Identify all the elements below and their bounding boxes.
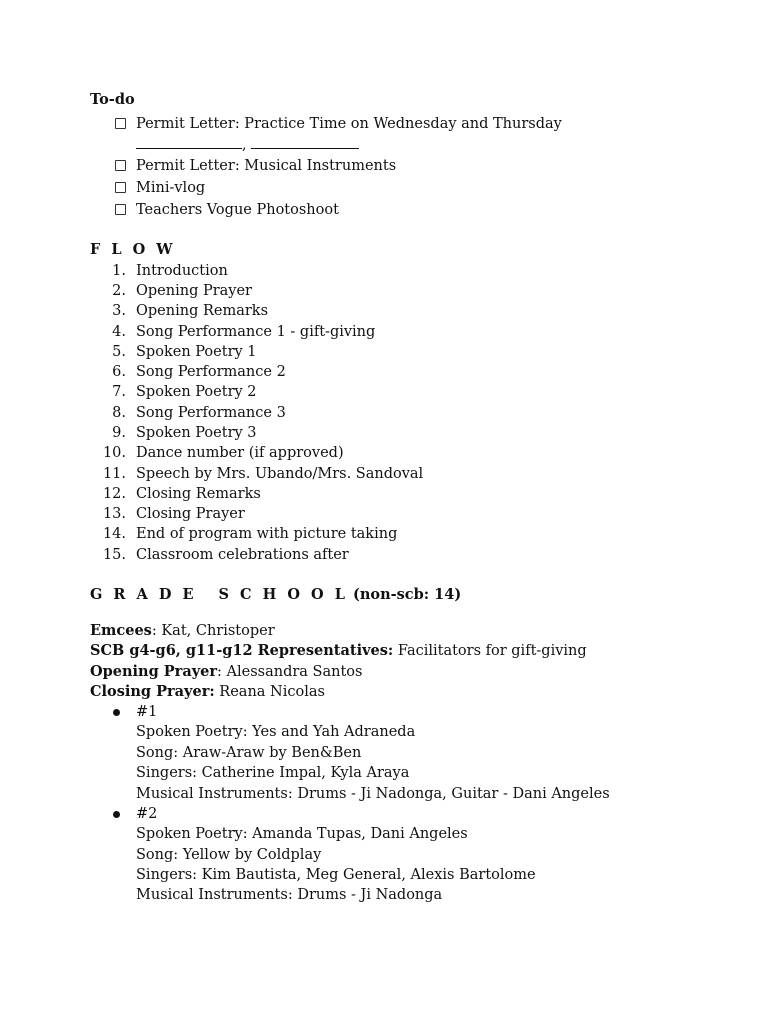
emcees-value: : Kat, Christoper [151,623,275,639]
list-number: 11. [102,466,126,482]
list-number: 7. [112,384,126,400]
flow-item: Opening Remarks [136,303,269,319]
emcees-line [90,621,275,641]
flow-item: Closing Prayer [136,506,245,522]
group-detail: Spoken Poetry: Amanda Tupas, Dani Angeles [136,826,468,842]
blank-field[interactable] [251,136,359,149]
todo-heading: To-do [90,91,135,108]
list-number: 14. [102,526,126,542]
opening-prayer-value: : Alessandra Santos [217,664,363,680]
group-detail: Singers: Kim Bautista, Meg General, Alexis Bartolome [136,867,536,883]
bullet-icon [113,709,120,716]
todo-item: Permit Letter: Practice Time on Wednesday and Thursday [136,116,562,132]
list-number: 6. [112,364,126,380]
flow-item: Song Performance 3 [136,405,286,421]
list-number: 2. [112,283,126,299]
list-number: 1. [112,263,126,279]
closing-prayer-label: Closing Prayer: [90,683,215,700]
group-detail: Singers: Catherine Impal, Kyla Araya [136,765,410,781]
group-heading: #2 [136,806,158,822]
representatives-label: SCB g4-g6, g11-g12 Representatives: [90,642,394,659]
list-number: 5. [112,344,126,360]
group-detail: Musical Instruments: Drums - Ji Nadonga, Guitar - Dani Angeles [136,786,610,802]
group-detail: Spoken Poetry: Yes and Yah Adraneda [136,724,416,740]
list-number: 12. [102,486,126,502]
representatives-value: Facilitators for gift-giving [393,643,587,659]
group-detail: Song: Yellow by Coldplay [136,847,322,863]
grade-school-heading [90,585,461,605]
bullet-icon [113,811,120,818]
todo-blank-line[interactable] [136,135,359,155]
checkbox-icon[interactable] [115,160,126,171]
todo-item: Mini-vlog [136,180,206,196]
heading-word: S C H O O L [218,586,348,603]
list-number: 4. [112,324,126,340]
heading-word: G R A D E [90,586,197,603]
checkbox-icon[interactable] [115,118,126,129]
flow-item: Spoken Poetry 2 [136,384,257,400]
flow-item: Spoken Poetry 1 [136,344,257,360]
emcees-label: Emcees [90,622,152,639]
list-number: 9. [112,425,126,441]
flow-item: Introduction [136,263,228,279]
closing-prayer-value: Reana Nicolas [214,684,325,700]
group-detail: Song: Araw-Araw by Ben&Ben [136,745,362,761]
checkbox-icon[interactable] [115,182,126,193]
flow-item: Closing Remarks [136,486,261,502]
closing-prayer-line [90,682,325,702]
opening-prayer-label: Opening Prayer [90,663,218,680]
todo-item: Permit Letter: Musical Instruments [136,158,397,174]
blank-field[interactable] [136,136,242,149]
list-number: 13. [102,506,126,522]
list-number: 15. [102,547,126,563]
todo-item: Teachers Vogue Photoshoot [136,202,339,218]
list-number: 10. [102,445,126,461]
flow-item: Spoken Poetry 3 [136,425,257,441]
blank-separator: , [242,137,247,153]
flow-item: Speech by Mrs. Ubando/Mrs. Sandoval [136,466,424,482]
flow-item: Song Performance 2 [136,364,286,380]
group-detail: Musical Instruments: Drums - Ji Nadonga [136,887,443,903]
list-number: 8. [112,405,126,421]
flow-item: Classroom celebrations after [136,547,349,563]
flow-item: Dance number (if approved) [136,445,344,461]
representatives-line [90,641,587,661]
flow-heading: F L O W [90,241,176,258]
opening-prayer-line [90,662,362,682]
list-number: 3. [112,303,126,319]
heading-suffix: (non-scb: 14) [353,586,462,603]
flow-item: End of program with picture taking [136,526,398,542]
flow-item: Opening Prayer [136,283,252,299]
group-heading: #1 [136,704,158,720]
flow-item: Song Performance 1 - gift-giving [136,324,376,340]
checkbox-icon[interactable] [115,204,126,215]
